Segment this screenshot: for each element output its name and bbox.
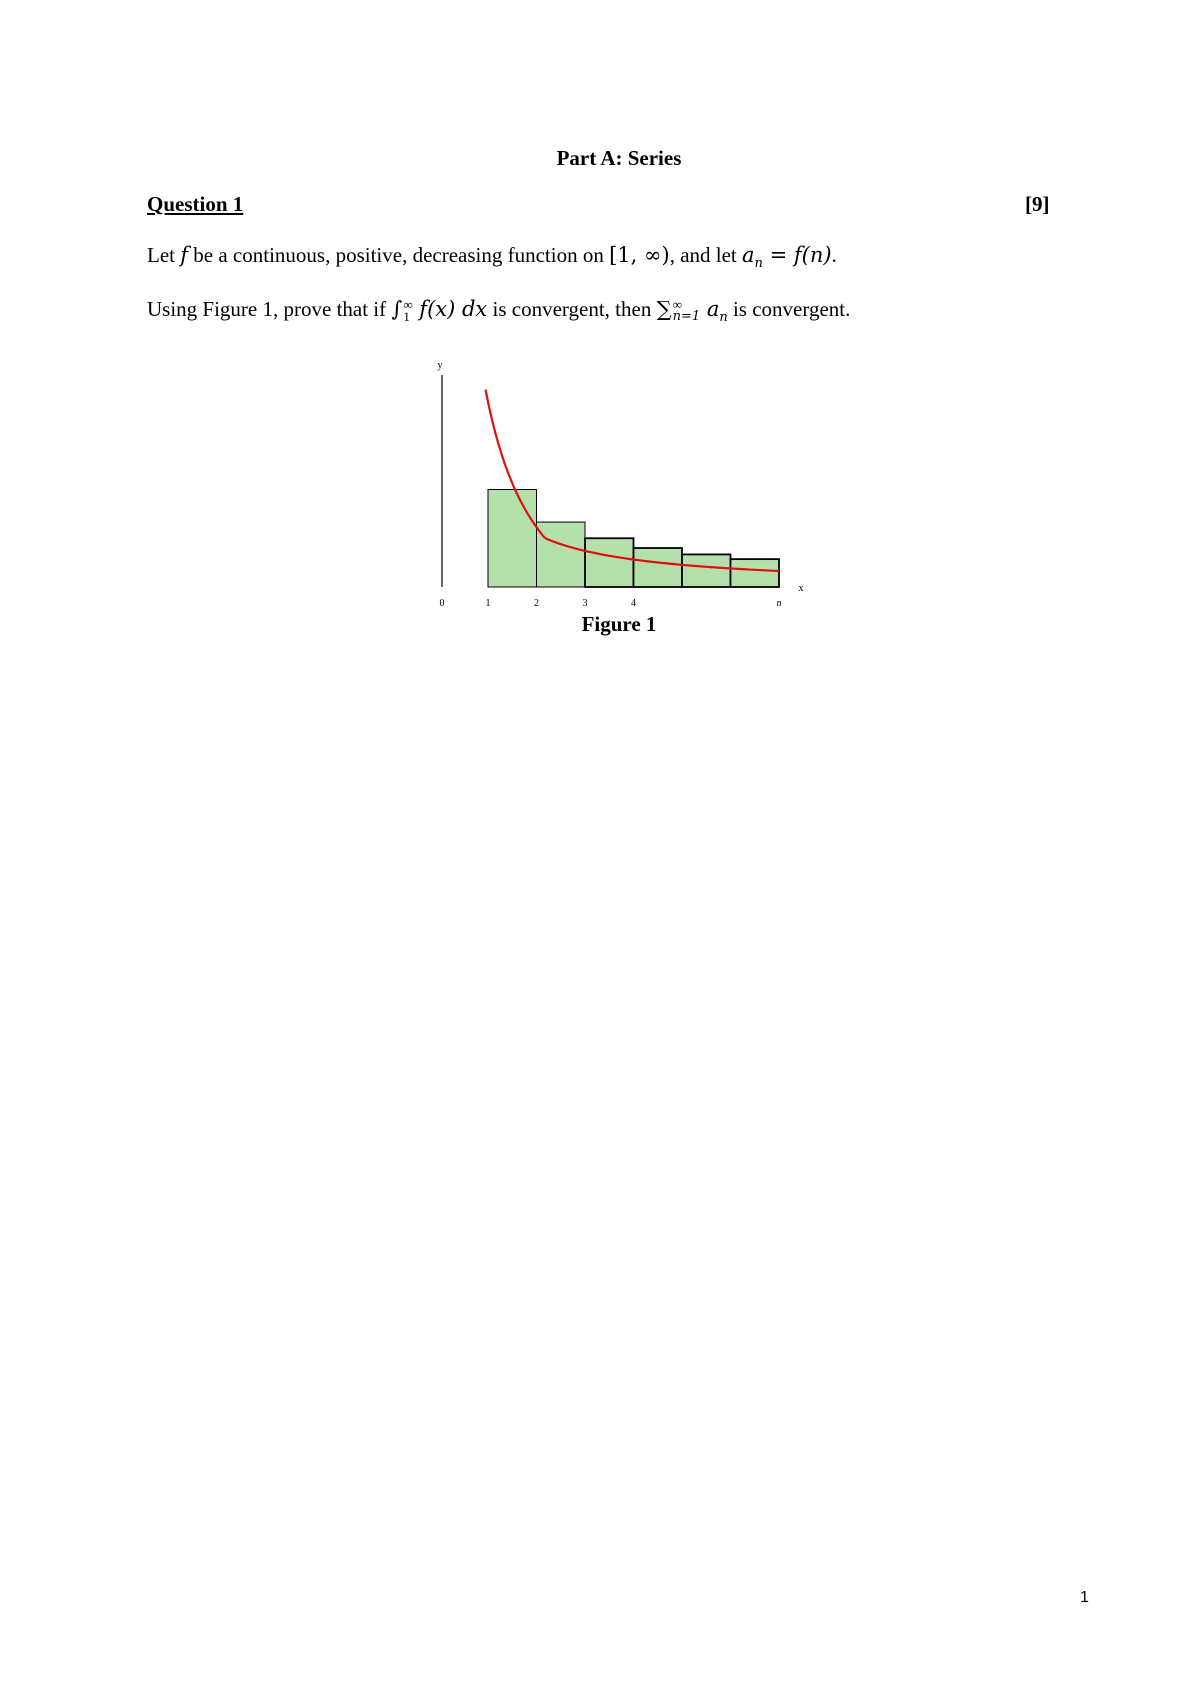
tick-label: n	[776, 598, 782, 609]
sum-upper-limit: ∞	[672, 297, 682, 313]
summand-subscript: n	[719, 310, 728, 326]
task-text: Using Figure 1, prove that if	[147, 297, 392, 321]
riemann-bar	[682, 554, 731, 587]
math-equals: =	[762, 243, 794, 267]
question-marks: [9]	[1025, 192, 1050, 216]
integral-upper-limit: ∞	[403, 297, 413, 313]
question-task	[147, 297, 850, 325]
riemann-bar	[585, 538, 634, 587]
page-number: 1	[1080, 1589, 1089, 1606]
statement-text: .	[831, 243, 837, 267]
question-heading: Question 1	[147, 192, 244, 216]
tick-label: 3	[582, 598, 588, 609]
task-text: is convergent.	[727, 297, 851, 321]
math-f: f	[180, 243, 189, 267]
sum-sign: ∑	[656, 297, 672, 321]
riemann-bar	[634, 548, 683, 587]
task-text: is convergent, then	[487, 297, 657, 321]
figure-1	[420, 350, 820, 610]
summand: a	[700, 297, 720, 321]
figure-1-plot	[420, 350, 820, 610]
math-subscript: n	[754, 256, 763, 272]
riemann-bar	[731, 559, 780, 587]
sum-lower-limit: n=1	[672, 309, 701, 325]
tick-label: 1	[485, 598, 491, 609]
part-title: Part A: Series	[556, 146, 682, 170]
question-statement	[147, 243, 837, 271]
riemann-bar	[488, 490, 537, 588]
riemann-bar	[537, 522, 586, 587]
integral-sign: ∫	[391, 297, 403, 321]
x-axis-label: x	[798, 583, 804, 594]
tick-label: 4	[631, 598, 636, 609]
integral-limits	[403, 299, 412, 323]
tick-label: 0	[439, 598, 445, 609]
integrand: f(x) dx	[412, 297, 488, 321]
figure-caption: Figure 1	[581, 612, 657, 636]
integral-lower-limit: 1	[403, 309, 410, 325]
tick-label: 2	[534, 598, 539, 609]
y-axis-label: y	[437, 360, 443, 371]
statement-text: , and let	[669, 243, 742, 267]
statement-text: Let	[147, 243, 181, 267]
math-interval: [1, ∞)	[609, 243, 670, 267]
statement-text: be a continuous, positive, decreasing function on	[188, 243, 610, 267]
math-f-of-n: f(n)	[793, 243, 832, 267]
sum-limits	[673, 299, 701, 323]
math-a: a	[742, 243, 755, 267]
